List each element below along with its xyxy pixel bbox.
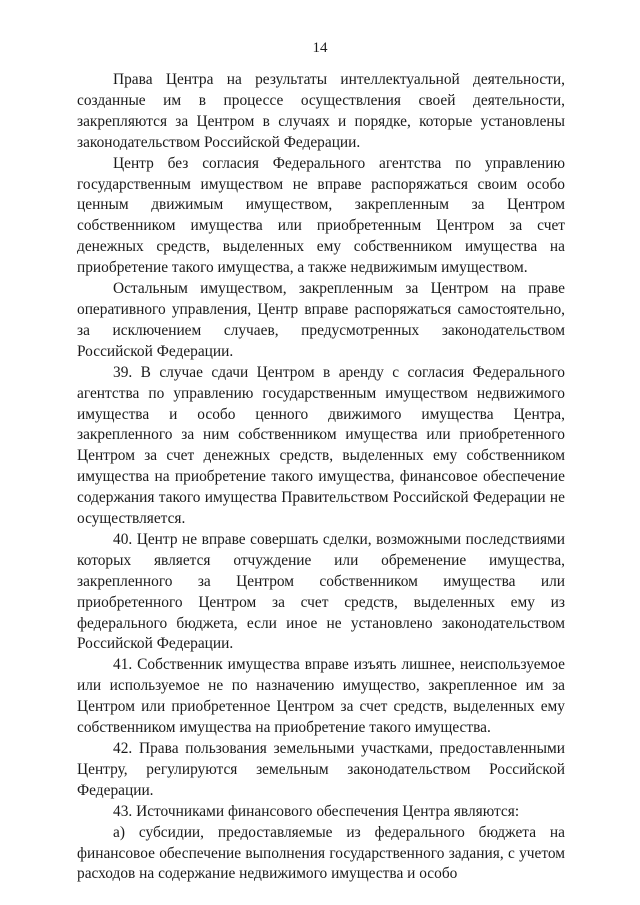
paragraph-43-funding-sources: 43. Источниками финансового обеспечения Центра являются:	[113, 802, 520, 820]
paragraph-other-property: Остальным имуществом, закрепленным за Центром на праве оперативного управления, Центр вправе распоряжаться самостоятельно, за исключением случаев, предусмотренных законодательством Российской Федерации.	[77, 280, 565, 360]
paragraph-39-lease: 39. В случае сдачи Центром в аренду с согласия Федерального агентства по управлению государственным имуществом недвижимого имущества и особо ценного движимого имущества Центра, закрепленного за ним собственником имущества или приобретенного Центром за счет денежных средств, выделенных ему собственником имущества на приобретение такого имущества, финансовое обеспечение содержания такого имущества Правительством Российской Федерации не осуществляется.	[77, 363, 565, 528]
paragraph-40-transactions: 40. Центр не вправе совершать сделки, возможными последствиями которых является отчуждение или обременение имущества, закрепленного за Центром собственником имущества или приобретенного Центром за счет средств, выделенных ему из федерального бюджета, если иное не установлено законодательством Российской Федерации.	[77, 530, 565, 653]
paragraph-41-seizure: 41. Собственник имущества вправе изъять лишнее, неиспользуемое или используемое не по назначению имущество, закрепленное им за Центром или приобретенное Центром за счет средств, выделенных ему собственником имущества на приобретение такого имущества.	[77, 656, 565, 737]
paragraph-43a-subsidies: а) субсидии, предоставляемые из федерального бюджета на финансовое обеспечение выполнения государственного задания, с учетом расходов на содержание недвижимого имущества и особо	[77, 823, 565, 883]
paragraph-42-land: 42. Права пользования земельными участками, предоставленными Центру, регулируются земельным законодательством Российской Федерации.	[77, 740, 565, 799]
paragraph-movable-property: Центр без согласия Федерального агентства по управлению государственным имуществом не вправе распоряжаться своим особо ценным движимым имуществом, закрепленным за Центром собственником имущества или приобретенным Центром за счет денежных средств, выделенных ему собственником имущества на приобретение такого имущества, а также недвижимым имуществом.	[77, 154, 565, 277]
document-body	[77, 70, 565, 885]
paragraph-intellectual-rights: Права Центра на результаты интеллектуальной деятельности, созданные им в процессе осуществления своей деятельности, закрепляются за Центром в случаях и порядке, которые установлены законодательством Российской Федерации.	[77, 71, 565, 151]
page-number: 14	[312, 40, 328, 56]
